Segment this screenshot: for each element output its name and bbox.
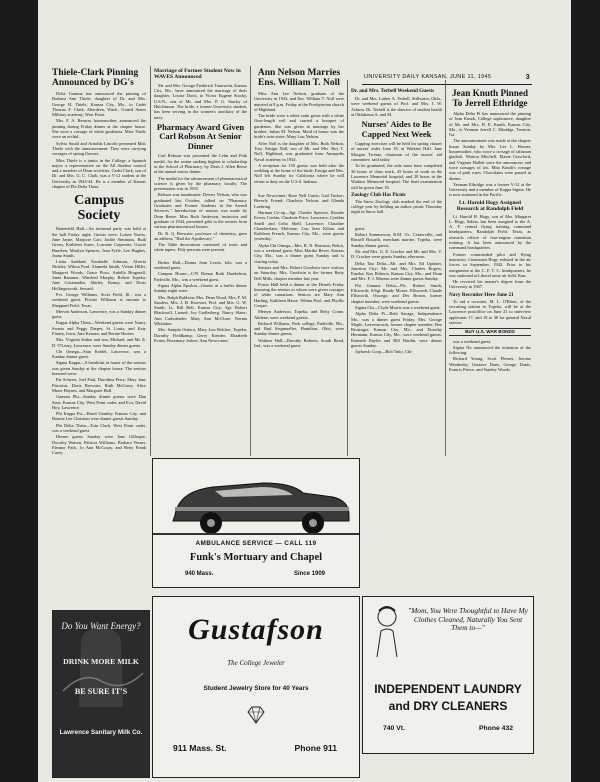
navy-recruiter-headline: Navy Recruiter Here June 21 — [449, 291, 514, 298]
gustafson-line: Student Jewelry Store for 40 Years — [203, 685, 309, 692]
terbell-headline: Dr. and Mrs. Terbell Weekend Guests — [351, 88, 435, 94]
gustafson-phone: Phone 911 — [294, 743, 337, 753]
article-paragraph: Capping exercises will be held for spring classes of nurses' aides June 18, at Watkins Hall, Jane Morgan Twente, chairman of the nurses' aid committee, said today. — [351, 141, 442, 163]
diamond-icon — [244, 703, 268, 727]
column-2 — [154, 68, 247, 456]
marriage-headline: Marriage of Former Student Now in WAVES Announced — [154, 68, 241, 81]
article-paragraph: Delta Gamma has announced the pinning of Barbara Ann Thiele, daughter of Dr. and Mrs. George H. Thiele, Kansas City, Mo., to Cadet Thomas F. Clark, Aberdeen, Wash., United States Military academy, West Point. — [52, 91, 146, 118]
society-paragraph: Sue Newcomer; Rose Nell Curtis; Gail Tucker; Beverly Friend; Charlotte Nelson; and Glenda Luehring. — [254, 193, 344, 209]
article-paragraph: The bride wore a white satin gown with a white floor-length veil and carried a bouquet of gardenias. She was given in marriage by her brother, Julian M. Nelson. Maid of honor was the bride's twin sister, Mary Lou Nelson. — [254, 113, 344, 140]
laundry-name-1: INDEPENDENT LAUNDRY — [374, 682, 522, 696]
society-paragraph: Sigma Alpha Epsilon—Guests at a buffet dinner Sunday night were: — [154, 282, 247, 294]
article-paragraph: Mrs. F. A. Benson, housemother, announced the pinning during Friday dinner at the chapter house. She wore a corsage of white gardenias. Miss Thiele wore an orchid. — [52, 118, 146, 140]
society-paragraph: Pat Scherer, Joel Paul, Dorothea Perry, Mary Jane Pistorius, Doris Brewster, Ruth McCurry, Alice Marie Haynes, and Margaret Hall. — [52, 377, 146, 393]
laundry-ad — [362, 596, 534, 754]
society-paragraph: Battenfeld Hall—An informal party was held at the hall Friday night. Guests were: Lorine Norris, June Jayne, Marjorie Carr, Jackie Simmons, Ruth Green, Kathleen Jones, Lorraine Carpenter, Gracie Bundren, Marilyn Spencer, Jean Fyffe, Lee Hughes, Joana Smith. — [52, 226, 146, 258]
gustafson-ad — [152, 596, 360, 778]
article-paragraph: He received his master's degree from the University in 1947. — [449, 279, 531, 290]
society-paragraph: Watkins Hall—Dorothy Roberts, South Bend, Ind., was a weekend guest. — [254, 337, 344, 349]
society-paragraph: Pvt. George Williams, Scott Field, Ill., was a weekend guest. Private Williams is enroute to Sheppard Field, Texas. — [52, 291, 146, 308]
pharmacy-award-headline: Pharmacy Award Given Carl Robson At Senior Dinner — [156, 121, 245, 151]
society-paragraph: Bicker Hall—Donna Joan Lewis, Iola, was a weekend guest. — [154, 259, 247, 271]
gustafson-address: 911 Mass. St. — [173, 743, 227, 753]
society-paragraph: Delta Tau Delta—Mr. and Mrs. Ed Updater, Junction City; Mr. and Mrs. Charles Rogers, Eureka; Kay Roberts, Kansas City, Mo.; and Dean and Mrs. F. J. Moreau were dinner guests Sunday. — [351, 260, 442, 282]
column-rule — [445, 80, 446, 456]
milk-ad — [52, 610, 150, 778]
society-paragraph: Mrs. Ralph Baldwin; Mrs. Dean Wood, Mrs. F. M. Sanders, Mrs. J. H. Kroesser, Prof. and Mrs. G. W. Smith; Lt. Bill Bell, Kansas City; Sgt. Robert Blackwell, Larned; Joy Godlesberg; Nancy Slater; Ann Cadwalader; Mary Ann McClure; Norma Whittaker. — [154, 294, 247, 326]
society-paragraph: Kappa Alpha Theta—Weekend guests were Nancy Swartz and Peggy Darper, St. Louis; and Katy Finney, Iowa; Ann Kernan; and Bernie Horton. — [52, 320, 146, 336]
column-4 — [351, 88, 442, 456]
article-paragraph: Yeoman Ethridge was a former V-12 at the University and a member of Kappa Sigma. He is now stationed in the Pacific. — [449, 181, 531, 198]
column-1 — [52, 68, 146, 628]
society-paragraph: Foster Hall held a dinner at the Hearth Friday honoring the seniors to whom were given corsages of white carnations. Seniors are Mary Ann Harling, Kathleen Hasse, Wilma Pool, and Phyllis Cooper. — [254, 281, 344, 308]
laundry-quote: "Mom, You Were Thoughtful to Have My Clothes Cleaned, Naturally You Sent Them to—" — [408, 606, 528, 633]
society-paragraph: Phi Kappa Psi—Hazel Granley, Kansas City, and Bonnie Lee Christian were dinner guests Sunday. — [52, 411, 146, 422]
article-paragraph: The medal for the advancement of pharmaceutical science is given by the pharmacy faculty. The presentation was in 1935. — [154, 175, 247, 192]
society-paragraph: Phi Delta Theta—Tom Clark, West Point cadet, was a weekend guest. — [52, 422, 146, 434]
society-paragraph: Jayhawk Coop—Bob Tatto, Chi- — [355, 349, 413, 355]
article-paragraph: Miss Thiele is a junior in the College, a Spanish major, a representative on the All Student council and a member of Dean activities. Cadet Clark, son of Dr. and Mrs. G. C. Clark, was a V-12 student at the University in 1943-44. He is a member of Kansas chapter of Phi Delta Theta. — [52, 157, 146, 190]
article-paragraph: Alpha Delta Pi has announced the pinning of Jean Knuth, College sophomore, daughter of Mr. and Mrs. H. E. Knuth, Kansas City, Mo., to Yeoman Jerrell C. Ethridge, Trenton, Ga. — [449, 111, 531, 138]
society-paragraph: Mrs. Virginia Stuber and son, Michael, and Mr. E. D. O'Leary, Lawrence, were Sunday dinner guests. — [52, 337, 146, 348]
article-paragraph: Dr. and Mrs. Luther A. Terbell, Stillwater, Okla., were weekend guests of Prof. and Mrs. J. W. Ashton. Dr. Terbell is the director of student health at Oklahoma A. and M. — [351, 96, 442, 117]
society-paragraph: Mrs. Sampla Ortiero; Mary Lou Belcher, Topeka; Dorothy Fieldkamp; Gerry Kreider; Elizabeth Evans; Rosemary Jarboe; Ann Newcomer; — [154, 327, 247, 343]
society-paragraph: Chi Omega—Stan Keidel, Lawrence, was a Sunday dinner guest. — [52, 348, 146, 360]
column-3 — [254, 68, 344, 456]
society-paragraph: Richard Young, Scott Flesner, Jerome Weatherby, Gustave Dons, George Danis, Francis Pierce, and Stanley Woods. — [449, 356, 531, 372]
society-paragraph: Mertyn Anderson, Topeka, and Betty Crane, Abilene, were weekend guests. — [254, 309, 344, 320]
article-paragraph: Mr. and Mrs. George Frederick Trautwein, Kansas City, Mo., have announced the marriage of their daughter, Louise Doris, to Victor Eugene Stucky, U.S.N., son of Mr. and Mrs. P. G. Stucky of Hutchinson. The bride, a former University student, has been serving in the women's auxiliary of the navy. — [154, 82, 247, 120]
article-paragraph: Former commanded pilot and flying instructor, Lieutenant Hogy enlisted in the air forces in September, 1942. Prior to his assignment at the C. F. T. C. headquarters, he was stationed at Liberal army air field, Kan. — [449, 251, 531, 278]
society-paragraph: Phi Gamma Delta—Pfc. Robert Smith, Ellsworth; S/Sgt. Randy Moore, Ellsworth; Claude Ellsworth, Oswego; and Des Brown, former chapter member, were weekend guests. — [351, 282, 442, 304]
article-paragraph: Dr. R. Q. Brewster, professor of chemistry, gave an address, "Hail the Apothecary." — [154, 230, 247, 241]
funks-name: Funk's Mortuary and Chapel — [189, 552, 323, 563]
article-paragraph: Miss Ann Lee Nelson, graduate of the University in 1943, and Ens. William T. Noll were married at 8 p.m. Friday at the Presbyterian church of Highland. — [254, 91, 344, 112]
society-paragraph: Mervin Anderson, Lawrence, was a Sunday dinner guest. — [52, 308, 146, 320]
campus-society-headline: Campus Society — [74, 193, 124, 224]
masthead-title: UNIVERSITY DAILY KANSAN, JUNE 11, 1945 — [364, 74, 492, 80]
article-paragraph: Carl Robson was presented the Lehn and Fink medal, for the senior ranking highest in scholarship in the School of Pharmacy, by Dean J. Allen Reese at the annual senior dinner. — [154, 153, 247, 175]
knuth-ethridge-headline: Jean Knuth Pinned To Jerrell Ethridge — [451, 88, 529, 108]
article-paragraph: To aid a recruiter, M. L. O'Brien, of the recruiting station in Topeka, will be at the Lawrence postoffice on June 21 to interview applicants 17, and 18 to 30 for general Naval service. — [449, 298, 531, 325]
article-paragraph: The Table decorations consisted of roses and white tapers. Fifty persons were present. — [154, 242, 247, 253]
society-paragraph: Mr. and Mrs. G. E. Crocker and Mr. and Mrs. V. D. Crocker were guests Sunday afternoon. — [351, 248, 442, 260]
nurses-aides-headline: Nurses' Aides to Be Capped Next Week — [361, 119, 432, 139]
society-paragraph: was a weekend guest. — [453, 338, 492, 344]
society-paragraph: Seniors and Mrs. Robert Goodwin were visitors on Saturday; Mrs. Goodwin is the former Betty Dell Mills, chapter member last year. — [254, 264, 344, 281]
article-paragraph: The Snow Zoology club marked the end of the college year by holding an indoor picnic Thursday night in Snow hall. — [351, 198, 442, 215]
ambulance-service-line: AMBULANCE SERVICE — CALL 119 — [195, 540, 317, 547]
nelson-noll-headline: Ann Nelson Marries Ens. William T. Noll — [257, 68, 341, 88]
funks-address: 940 Mass. — [185, 571, 214, 577]
milk-be-sure-text: BE SURE IT'S — [74, 687, 128, 696]
thiele-clark-headline: Thiele-Clark Pinning Announced by DG's — [52, 68, 139, 88]
article-paragraph: After Noll is the daughter of Mrs. Ruth Nelson, Troy. Ensign Noll, son of Mr. and Mrs. Roy T. Noll, Highland, was graduated from Annapolis Naval academy in 1944. — [254, 140, 344, 162]
milk-drink-text: DRINK MORE MILK — [63, 657, 139, 666]
funks-mortuary-ad — [152, 458, 360, 588]
laundry-name-2: and DRY CLEANERS — [388, 699, 508, 713]
article-paragraph: Sylvia Small and Arnolda Lincoln presented Miss Thiele with the announcement. They were carrying corsages of spring flowers. — [52, 140, 146, 157]
war-bonds-slug: BUY U.S. WAR BONDS — [449, 328, 531, 335]
society-paragraph: Gamma Phi—Sunday dinner guests were Dan Starr, Kansas City, West Point cadet, and Eva, David Hoy, Lawrence. — [52, 394, 146, 410]
column-rule — [250, 66, 251, 456]
society-paragraph: Richard Williams, Park college, Parkville, Mo., and Bud Siegmueller, Hamilton, Ohio, were Sunday dinner guests. — [254, 320, 344, 337]
article-paragraph: Lt. Harold H. Hogy, son of Mrs. Margaret L. Hogy, Salina, has been assigned to the A. A. F. central flying training command headquarters, Randolph Field, Texas, as research officer of four-engine transition training. It has been announced by the command headquarters. — [449, 213, 531, 251]
article-paragraph: To be graduated, the aide must have completed 36 hours of class work, 45 hours of work in the Lawrence Memorial hospital, and 28 hours in the Watkins Memorial hospital. The final examination will be given June 18. — [351, 163, 442, 190]
masthead — [364, 74, 532, 84]
gustafson-logo: Gustafson — [188, 613, 324, 646]
society-paragraph: Sigma Nu announced the initiation of the following: — [449, 344, 531, 356]
masthead-rule — [362, 84, 532, 85]
laundry-phone: Phone 432 — [479, 725, 513, 732]
page-number: 3 — [525, 74, 530, 81]
society-paragraph: Sigma Chi—Clyde Morris was a weekend guest. — [355, 304, 441, 310]
column-rule — [150, 66, 151, 456]
girl-illustration — [367, 603, 407, 659]
column-5 — [449, 88, 531, 456]
article-paragraph: The announcement was made at the chapter house Sunday by Mrs. Lee L. Horner, housemother, who wore a corsage of talisman gladioli. Marion Mitchell, Elaine Crawford, and Virginia Hallett were the announcers and wore corsages of iris. Miss Knuth's corsage was of pink roses. Chocolates were passed at dinner. — [449, 138, 531, 181]
milk-brand: Lawrence Sanitary Milk Co. — [59, 729, 143, 736]
zoology-headline: Zoology Club Has Picnic — [351, 191, 406, 198]
milk-energy-text: Do You Want Energy? — [61, 621, 141, 631]
ambulance-car-illustration — [153, 463, 359, 539]
society-paragraph: Alpha Delta Pi—Beth Savage, Independence Mo., was a dinner guest Friday. Mrs. George Maple, Leavenworth, former chapter member; Bee Brosinger, Kansas City, Mo.; and Dorothy Hermann, Kansas City, Mo., were weekend guests. Kenneth Bayles and Bill Hardin, were dinner guests Sunday. — [351, 311, 442, 348]
laundry-address: 740 Vt. — [383, 725, 405, 732]
society-paragraph: Sigma Kappa—A breakfast in honor of the seniors was given Sunday at the chapter house. The seniors honored were: — [52, 360, 146, 377]
gustafson-sub: The College Jeweler — [227, 659, 285, 667]
society-paragraph: Campus House—C/N Donna Ruth Dunkelson, Parkville, Mo., was a weekend guest. — [154, 271, 247, 282]
column-rule — [347, 80, 348, 456]
hogy-headline: Lt. Harold Hogy Assigned Research at Randolph Field — [456, 199, 524, 213]
article-paragraph: A reception for 150 guests was held after the wedding at the home of the bride. Ensign and Mrs. Noll left Sunday for California where he will return to duty on the U.S.S. Indiana. — [254, 162, 344, 184]
society-paragraph: Robert Summerson, R.M. 3/c, Centerville, and Russell Bosarth, merchant marine, Topeka, were Sunday dinner guests. — [351, 232, 442, 248]
society-paragraph: Dinner guests Sunday were Jane Gillespie, Dorothy Warren, Patricia Williams, Barbara Verner, Eleanor Pack, Jo Ann McCoury, and Betty Frank Carey. — [52, 434, 146, 456]
society-paragraph: guest. — [355, 225, 366, 231]
funks-since: Since 1909 — [293, 571, 325, 577]
article-paragraph: Robson was toastmaster. Dewey Nelson, who was graduated last October, talked on "Pharmacy Graduates and Former Students in the Armed Services." Introduction of seniors was made by Dean Reese. Miss Ruth Anderson, instructor and graduate of 1944, presented gifts to the seniors from various pharmaceutical houses. — [154, 192, 247, 230]
society-paragraph: Alpha Chi Omega—Mrs. R. N. Harrison, Beloit, was a weekend guest. Miss Martha Bever, Kansas City, Mo., was a dinner guest Sunday and is visiting today. — [254, 242, 344, 264]
society-paragraph: Lietta Saddard, Ernabelle Johnson, Alverta Nickles, Wilma Poul, Alameda Smith, Vivian Hiller, Margaret Woods, Grace Piros, Ardella Bingesell, Janet Rammer, Winifred Murphy, Robert Topeka; Jane Cristenadin, Shirley Kenny, and Doris Hollingsworth, Seward. — [52, 259, 146, 291]
society-paragraph: Harman Co-op—Sgt. Charles Spencer, Rosalie Erwin, Corbin, Charlotte Price, Lawrence; Cynthia Smell and Celia Shell, Lawrence; Claudine Chamberlain, Mulvane; Lou Jean Kilton and Kathleen French, Kansas City, Mo., were guests yesterday. — [254, 209, 344, 242]
